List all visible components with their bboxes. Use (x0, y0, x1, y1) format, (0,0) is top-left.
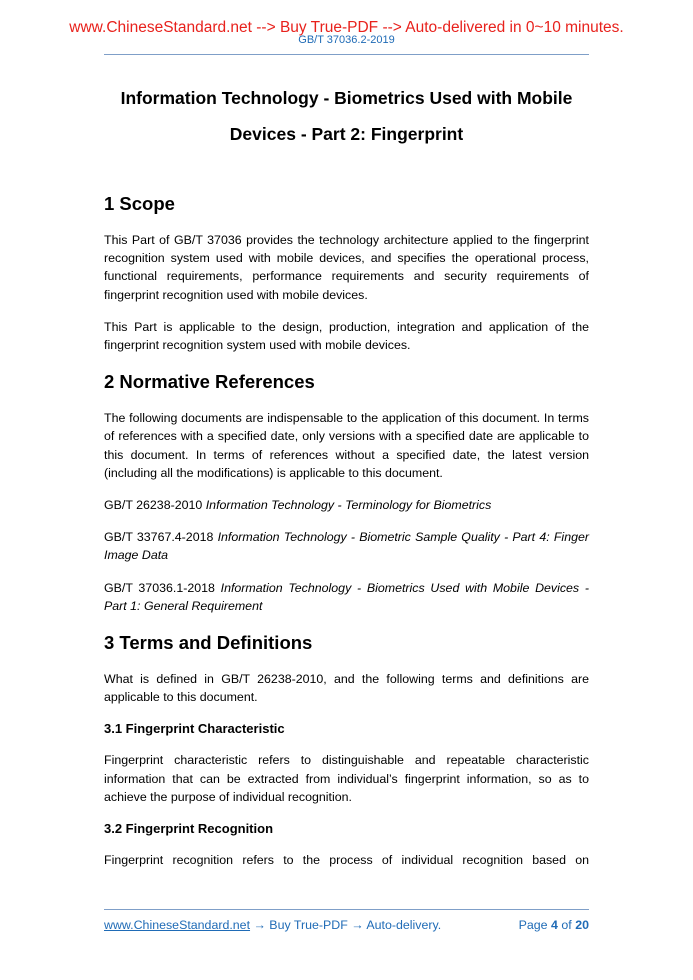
scope-paragraph-2: This Part is applicable to the design, production, integration and application of the fingerprint recognition system used with mobile devices. (104, 319, 589, 353)
title-line-2: Devices - Part 2: Fingerprint (229, 124, 464, 144)
total-page-count: 20 (575, 918, 589, 932)
scope-paragraph-1: This Part of GB/T 37036 provides the technology architecture applied to the fingerprint recognition system used with mobile devices, and specifies the operational process, functional requirements, performance requirements and security requirements of fingerprint recognition used with mobile devices. (104, 233, 589, 302)
reference-title: Information Technology - Terminology for Biometrics (205, 498, 492, 513)
reference-code: GB/T 33767.4-2018 (104, 530, 214, 545)
promo-banner[interactable]: www.ChineseStandard.net --> Buy True-PDF --> Auto-delivered in 0~10 minutes. (69, 19, 624, 36)
page-label: Page (518, 918, 548, 932)
header-doc-id: GB/T 37036.2-2019 (298, 34, 395, 46)
term-definition-fingerprint-characteristic: Fingerprint characteristic refers to distinguishable and repeatable characteristic information that can be extracted from individual’s fingerprint information, so as to achieve the purpose of individual recognition. (104, 753, 589, 804)
header-divider (104, 54, 589, 55)
terms-intro: What is defined in GB/T 26238-2010, and the following terms and definitions are applicable to this document. (104, 672, 589, 705)
footer-tagline: → Buy True-PDF → Auto-delivery. (250, 918, 442, 932)
current-page-number: 4 (551, 918, 558, 932)
of-label: of (561, 918, 572, 932)
term-definition-fingerprint-recognition: Fingerprint recognition refers to the process of individual recognition based on (104, 853, 589, 868)
section-heading-terms-and-definitions: 3 Terms and Definitions (104, 632, 313, 654)
reference-code: GB/T 26238-2010 (104, 498, 203, 513)
term-heading-fingerprint-recognition: 3.2 Fingerprint Recognition (104, 821, 274, 837)
footer-site-link[interactable]: www.ChineseStandard.net (104, 918, 251, 932)
footer-divider (104, 909, 589, 910)
page-footer (104, 918, 589, 932)
title-line-1: Information Technology - Biometrics Used with Mobile (120, 88, 573, 108)
normative-intro: The following documents are indispensable to the application of this document. In terms of references with a specified date, only versions with a specified date are applicable to this document. In terms of references without a specified date, the latest version (including all the modifications) is applicable to this document. (104, 411, 589, 480)
document-title (104, 80, 589, 152)
reference-item (104, 528, 589, 564)
document-body (104, 80, 589, 883)
reference-item (104, 496, 589, 514)
page-number-indicator (519, 918, 589, 932)
term-heading-fingerprint-characteristic: 3.1 Fingerprint Characteristic (104, 721, 285, 737)
section-heading-scope: 1 Scope (104, 193, 175, 214)
reference-item (104, 579, 589, 615)
reference-title: Information Technology - Biometrics Used with Mobile Devices - Part 1: General Requirement (104, 580, 589, 613)
reference-code: GB/T 37036.1-2018 (104, 580, 215, 595)
reference-title: Information Technology - Biometric Sample Quality - Part 4: Finger Image Data (104, 530, 589, 563)
section-heading-normative-references: 2 Normative References (104, 371, 315, 393)
